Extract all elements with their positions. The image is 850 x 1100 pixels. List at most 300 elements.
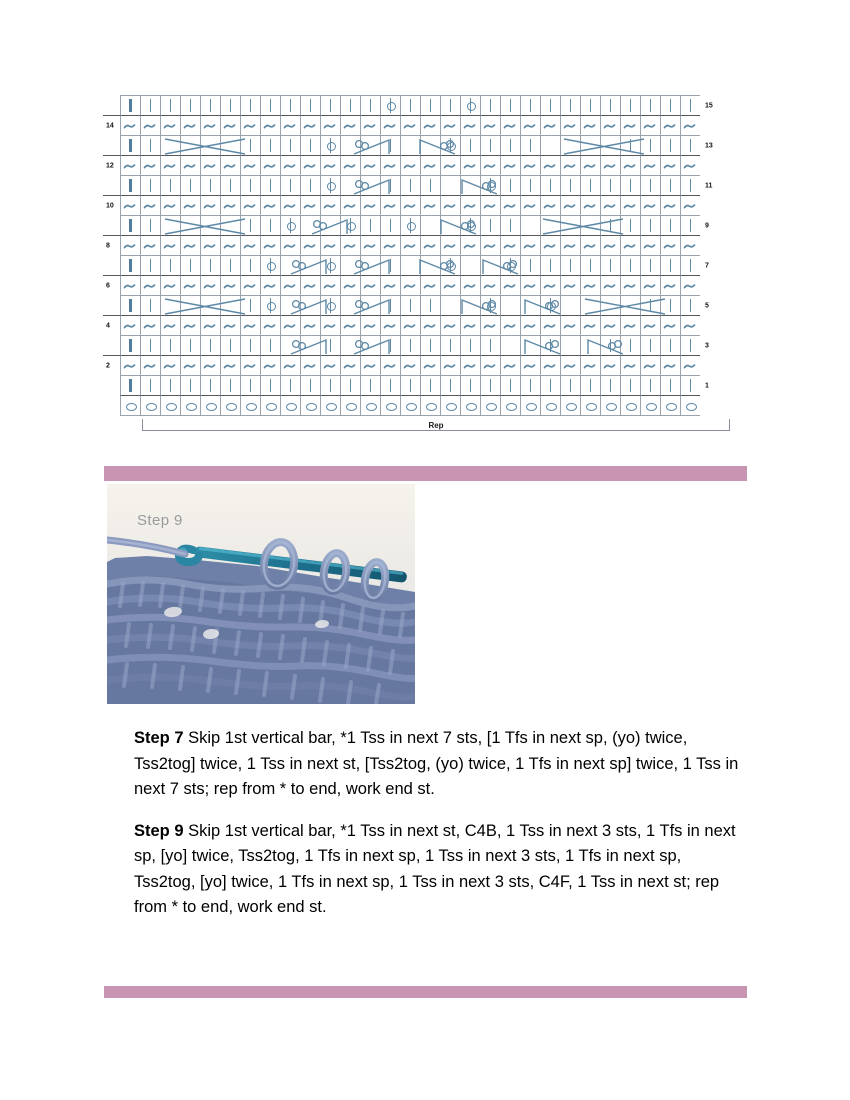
return-tilde-icon xyxy=(281,276,300,295)
chart-cell xyxy=(280,335,301,356)
chart-cell xyxy=(540,215,561,236)
chart-cell xyxy=(260,395,281,416)
chart-cell xyxy=(340,275,361,296)
chart-cell xyxy=(180,335,201,356)
tss-bar-icon xyxy=(621,336,640,355)
chart-cell xyxy=(680,335,701,356)
chain-stitch-icon xyxy=(661,396,680,415)
chart-cell xyxy=(480,295,501,316)
chart-cell xyxy=(300,295,321,316)
return-tilde-icon xyxy=(321,236,340,255)
chart-cell xyxy=(460,95,481,116)
tss-bar-icon xyxy=(501,176,520,195)
chart-cell xyxy=(440,315,461,336)
yarn-over-icon xyxy=(461,216,480,235)
tss-bar-icon xyxy=(461,376,480,395)
chart-cell xyxy=(420,95,441,116)
tss-bar-icon xyxy=(421,176,440,195)
tss-bar-icon xyxy=(241,376,260,395)
return-tilde-icon xyxy=(381,276,400,295)
tss-bar-icon xyxy=(161,96,180,115)
chart-cell xyxy=(580,255,601,276)
chart-row xyxy=(104,136,718,156)
chart-cell xyxy=(660,335,681,356)
tss2tog-left-icon xyxy=(461,176,480,195)
chart-cell xyxy=(400,295,421,316)
chart-cell xyxy=(280,95,301,116)
return-tilde-icon xyxy=(321,356,340,375)
chart-cell xyxy=(440,335,461,356)
return-tilde-icon xyxy=(421,276,440,295)
chart-cell xyxy=(660,195,681,216)
chart-cell xyxy=(300,255,321,276)
return-tilde-icon xyxy=(221,356,240,375)
return-tilde-icon xyxy=(301,156,320,175)
return-tilde-icon xyxy=(661,196,680,215)
chart-cell xyxy=(520,355,541,376)
chart-cell xyxy=(380,255,401,276)
tss-bar-icon xyxy=(361,216,380,235)
tss-bar-icon xyxy=(321,336,340,355)
tss-bar-icon xyxy=(421,336,440,355)
return-tilde-icon xyxy=(561,236,580,255)
chart-cell xyxy=(140,115,161,136)
chart-cell xyxy=(620,95,641,116)
chain-stitch-icon xyxy=(621,396,640,415)
return-tilde-icon xyxy=(441,276,460,295)
chart-cell xyxy=(500,355,521,376)
return-tilde-icon xyxy=(541,196,560,215)
chart-cell xyxy=(580,275,601,296)
return-tilde-icon xyxy=(621,116,640,135)
tss-bar-icon xyxy=(181,176,200,195)
return-tilde-icon xyxy=(661,156,680,175)
chart-row xyxy=(104,236,718,256)
chart-cell xyxy=(340,215,361,236)
chart-cell xyxy=(520,175,541,196)
chart-cell xyxy=(260,135,281,156)
chart-cell xyxy=(220,235,241,256)
chart-cell xyxy=(660,295,681,316)
tss-bar-icon xyxy=(681,216,700,235)
chart-cell xyxy=(420,295,441,316)
tss-bar-icon xyxy=(661,296,680,315)
chart-cell xyxy=(540,255,561,276)
chart-cell xyxy=(260,215,281,236)
chart-cell xyxy=(380,95,401,116)
return-tilde-icon xyxy=(441,316,460,335)
chart-cell xyxy=(260,315,281,336)
tss-bar-icon xyxy=(221,96,240,115)
chart-cell xyxy=(240,155,261,176)
return-tilde-icon xyxy=(281,156,300,175)
chart-cell xyxy=(540,355,561,376)
chart-cell xyxy=(440,135,461,156)
chart-cell xyxy=(120,235,141,256)
return-tilde-icon xyxy=(121,276,140,295)
return-tilde-icon xyxy=(401,316,420,335)
chart-cell xyxy=(380,155,401,176)
chart-cell xyxy=(320,335,341,356)
yarn-over-icon xyxy=(261,296,280,315)
tss-bar-icon xyxy=(621,216,640,235)
chart-cell xyxy=(640,275,661,296)
chart-cell xyxy=(160,395,181,416)
tss-bar-icon xyxy=(381,336,400,355)
tss-bar-icon xyxy=(681,376,700,395)
chart-cell xyxy=(420,335,441,356)
chart-cell xyxy=(360,255,381,276)
return-tilde-icon xyxy=(641,236,660,255)
chart-cell xyxy=(360,315,381,336)
tss2tog-left-icon xyxy=(481,256,500,275)
return-tilde-icon xyxy=(381,156,400,175)
chart-cell xyxy=(620,275,641,296)
return-tilde-icon xyxy=(241,116,260,135)
return-tilde-icon xyxy=(161,236,180,255)
return-tilde-icon xyxy=(681,276,700,295)
row-number-spacer xyxy=(103,255,121,276)
chart-cell xyxy=(200,95,221,116)
return-tilde-icon xyxy=(601,236,620,255)
tss-bar-icon xyxy=(541,176,560,195)
cable-cross-icon xyxy=(601,296,620,315)
tss2tog-right-icon xyxy=(301,296,320,315)
return-tilde-icon xyxy=(201,276,220,295)
return-tilde-icon xyxy=(641,156,660,175)
cable-cross-icon xyxy=(541,216,560,235)
tss-bar-icon xyxy=(241,96,260,115)
chart-cell xyxy=(660,315,681,336)
chain-stitch-icon xyxy=(361,396,380,415)
return-tilde-icon xyxy=(241,276,260,295)
return-tilde-icon xyxy=(341,196,360,215)
chart-cell xyxy=(120,175,141,196)
return-tilde-icon xyxy=(601,116,620,135)
chart-cell xyxy=(420,215,441,236)
chart-cell xyxy=(140,155,161,176)
return-tilde-icon xyxy=(381,236,400,255)
tss-bar-icon xyxy=(681,176,700,195)
edge-bar-icon xyxy=(121,376,140,395)
tss-bar-icon xyxy=(521,176,540,195)
chart-cell xyxy=(440,375,461,396)
chart-cell xyxy=(360,375,381,396)
chart-cell xyxy=(280,155,301,176)
return-tilde-icon xyxy=(161,116,180,135)
chart-cell xyxy=(380,335,401,356)
chart-cell xyxy=(560,135,581,156)
chart-cell xyxy=(160,135,181,156)
return-tilde-icon xyxy=(541,116,560,135)
chart-cell xyxy=(600,115,621,136)
return-tilde-icon xyxy=(361,356,380,375)
return-tilde-icon xyxy=(541,236,560,255)
return-tilde-icon xyxy=(281,316,300,335)
chart-cell xyxy=(680,395,701,416)
return-tilde-icon xyxy=(301,276,320,295)
chart-cell xyxy=(540,155,561,176)
tss-bar-icon xyxy=(481,136,500,155)
chart-cell xyxy=(540,275,561,296)
chart-cell xyxy=(620,315,641,336)
tss-bar-icon xyxy=(561,376,580,395)
chain-stitch-icon xyxy=(321,396,340,415)
chart-cell xyxy=(440,235,461,256)
chart-cell xyxy=(560,315,581,336)
chain-stitch-icon xyxy=(461,396,480,415)
chart-cell xyxy=(660,395,681,416)
return-tilde-icon xyxy=(621,196,640,215)
tss-bar-icon xyxy=(161,336,180,355)
chart-cell xyxy=(160,355,181,376)
cable-cross-icon xyxy=(581,136,600,155)
return-tilde-icon xyxy=(441,156,460,175)
chain-stitch-icon xyxy=(581,396,600,415)
return-tilde-icon xyxy=(441,116,460,135)
cable-cross-icon xyxy=(181,296,200,315)
chart-cell xyxy=(180,135,201,156)
chart-cell xyxy=(440,195,461,216)
chart-cell xyxy=(340,115,361,136)
chart-cell xyxy=(320,175,341,196)
chart-cell xyxy=(540,295,561,316)
chart-cell xyxy=(360,155,381,176)
chart-cell xyxy=(140,195,161,216)
return-tilde-icon xyxy=(361,276,380,295)
return-tilde-icon xyxy=(481,276,500,295)
chart-row xyxy=(104,256,718,276)
tss-bar-icon xyxy=(161,176,180,195)
return-tilde-icon xyxy=(601,276,620,295)
return-tilde-icon xyxy=(441,196,460,215)
return-tilde-icon xyxy=(181,276,200,295)
chart-cell xyxy=(500,155,521,176)
chart-cell xyxy=(600,335,621,356)
tss-bar-icon xyxy=(581,96,600,115)
return-tilde-icon xyxy=(241,156,260,175)
return-tilde-icon xyxy=(641,116,660,135)
chart-cell xyxy=(400,255,421,276)
chart-cell xyxy=(560,335,581,356)
chart-cell xyxy=(140,215,161,236)
tss2tog-left-icon xyxy=(521,296,540,315)
row-number-left: 14 xyxy=(103,115,121,136)
chart-cell xyxy=(540,95,561,116)
chart-cell xyxy=(380,275,401,296)
cable-cross-icon xyxy=(541,136,560,155)
tss2tog-right-icon xyxy=(301,216,320,235)
chart-cell xyxy=(320,155,341,176)
cable-cross-icon xyxy=(621,296,640,315)
chart-cell xyxy=(420,315,441,336)
chart-cell xyxy=(280,315,301,336)
chart-cell xyxy=(420,275,441,296)
chart-cell xyxy=(200,215,221,236)
return-tilde-icon xyxy=(661,316,680,335)
chart-cell xyxy=(420,235,441,256)
chart-cell xyxy=(220,115,241,136)
tss-bar-icon xyxy=(261,96,280,115)
chart-cell xyxy=(260,375,281,396)
return-tilde-icon xyxy=(241,316,260,335)
chart-cell xyxy=(680,155,701,176)
chart-cell xyxy=(220,175,241,196)
tss-bar-icon xyxy=(581,256,600,275)
tss-bar-icon xyxy=(521,376,540,395)
return-tilde-icon xyxy=(581,116,600,135)
return-tilde-icon xyxy=(501,236,520,255)
return-tilde-icon xyxy=(581,276,600,295)
return-tilde-icon xyxy=(661,356,680,375)
tss-bar-icon xyxy=(601,216,620,235)
tss-bar-icon xyxy=(401,176,420,195)
chart-cell xyxy=(540,375,561,396)
chart-cell xyxy=(460,335,481,356)
cable-cross-icon xyxy=(181,216,200,235)
tss-bar-icon xyxy=(601,376,620,395)
chart-cell xyxy=(120,355,141,376)
tss-bar-icon xyxy=(261,136,280,155)
chart-cell xyxy=(640,355,661,376)
chart-cell xyxy=(680,355,701,376)
tss-bar-icon xyxy=(141,216,160,235)
chart-cell xyxy=(120,335,141,356)
tss2tog-left-icon xyxy=(521,336,540,355)
chart-cell xyxy=(240,295,261,316)
tss-bar-icon xyxy=(241,296,260,315)
chart-cell xyxy=(440,275,461,296)
tss-bar-icon xyxy=(601,96,620,115)
step-text: Skip 1st vertical bar, *1 Tss in next st, C4B, 1 Tss in next 3 sts, 1 Tfs in next sp, [yo] twice, Tss2tog, 1 Tfs in next sp, 1 Tss in next 3 sts, 1 Tfs in next sp, Tss2tog, [yo] twice, 1 Tfs in next sp, 1 Tss in next 3 sts, C4F, 1 Tss in next st; rep from * to end, work end st. xyxy=(134,821,736,916)
return-tilde-icon xyxy=(341,156,360,175)
chart-cell xyxy=(200,335,221,356)
chart-cell xyxy=(600,315,621,336)
chart-cell xyxy=(640,95,661,116)
chart-cell xyxy=(680,195,701,216)
chart-cell xyxy=(380,355,401,376)
chart-cell xyxy=(660,215,681,236)
tss2tog-right-icon xyxy=(341,336,360,355)
chart-row xyxy=(104,196,718,216)
chart-cell xyxy=(580,195,601,216)
tss-bar-icon xyxy=(141,176,160,195)
chart-cell xyxy=(520,95,541,116)
tss-bar-icon xyxy=(221,336,240,355)
tss-bar-icon xyxy=(481,96,500,115)
chart-cell xyxy=(380,175,401,196)
chain-stitch-icon xyxy=(481,396,500,415)
chart-cell xyxy=(300,195,321,216)
row-number-spacer xyxy=(700,355,718,376)
return-tilde-icon xyxy=(401,196,420,215)
return-tilde-icon xyxy=(361,196,380,215)
chart-cell xyxy=(280,375,301,396)
step-paragraph xyxy=(134,819,746,921)
chart-cell xyxy=(120,215,141,236)
tss2tog-right-icon xyxy=(361,256,380,275)
tss-bar-icon xyxy=(641,96,660,115)
chart-cell xyxy=(360,235,381,256)
return-tilde-icon xyxy=(181,116,200,135)
chart-cell xyxy=(280,395,301,416)
chart-cell xyxy=(400,235,421,256)
return-tilde-icon xyxy=(261,356,280,375)
edge-bar-icon xyxy=(121,96,140,115)
chart-cell xyxy=(200,315,221,336)
chart-cell xyxy=(580,95,601,116)
chart-cell xyxy=(340,375,361,396)
chart-cell xyxy=(560,355,581,376)
chart-cell xyxy=(460,375,481,396)
tss-bar-icon xyxy=(381,256,400,275)
chart-cell xyxy=(300,115,321,136)
chart-cell xyxy=(480,135,501,156)
tss-bar-icon xyxy=(641,296,660,315)
tss-bar-icon xyxy=(201,376,220,395)
chart-cell xyxy=(340,315,361,336)
chart-cell xyxy=(560,395,581,416)
chart-cell xyxy=(340,355,361,376)
chart-cell xyxy=(260,255,281,276)
tss-bar-icon xyxy=(141,336,160,355)
return-tilde-icon xyxy=(461,236,480,255)
tss-bar-icon xyxy=(281,136,300,155)
step-paragraph xyxy=(134,726,746,803)
chart-cell xyxy=(520,375,541,396)
return-tilde-icon xyxy=(441,356,460,375)
return-tilde-icon xyxy=(241,196,260,215)
return-tilde-icon xyxy=(461,116,480,135)
chart-cell xyxy=(580,155,601,176)
tss2tog-right-icon xyxy=(341,176,360,195)
return-tilde-icon xyxy=(381,196,400,215)
chart-cell xyxy=(600,235,621,256)
chart-cell xyxy=(220,195,241,216)
return-tilde-icon xyxy=(201,196,220,215)
chart-cell xyxy=(440,395,461,416)
chart-cell xyxy=(380,115,401,136)
chart-cell xyxy=(540,335,561,356)
return-tilde-icon xyxy=(361,316,380,335)
chart-cell xyxy=(280,195,301,216)
return-tilde-icon xyxy=(481,116,500,135)
chart-cell xyxy=(200,235,221,256)
chart-cell xyxy=(120,315,141,336)
return-tilde-icon xyxy=(361,236,380,255)
tss-bar-icon xyxy=(161,256,180,275)
chart-cell xyxy=(320,235,341,256)
return-tilde-icon xyxy=(401,276,420,295)
chart-cell xyxy=(220,95,241,116)
chain-stitch-icon xyxy=(121,396,140,415)
return-tilde-icon xyxy=(681,156,700,175)
chart-cell xyxy=(240,375,261,396)
tss2tog-right-icon xyxy=(281,296,300,315)
chart-row xyxy=(104,296,718,316)
chart-cell xyxy=(340,235,361,256)
chart-cell xyxy=(160,175,181,196)
chart-cell xyxy=(240,215,261,236)
tss-bar-icon xyxy=(381,176,400,195)
chart-cell xyxy=(580,295,601,316)
return-tilde-icon xyxy=(241,236,260,255)
tss2tog-right-icon xyxy=(361,336,380,355)
tss-bar-icon xyxy=(281,176,300,195)
tss-bar-icon xyxy=(301,376,320,395)
chain-stitch-icon xyxy=(421,396,440,415)
chart-cell xyxy=(240,115,261,136)
